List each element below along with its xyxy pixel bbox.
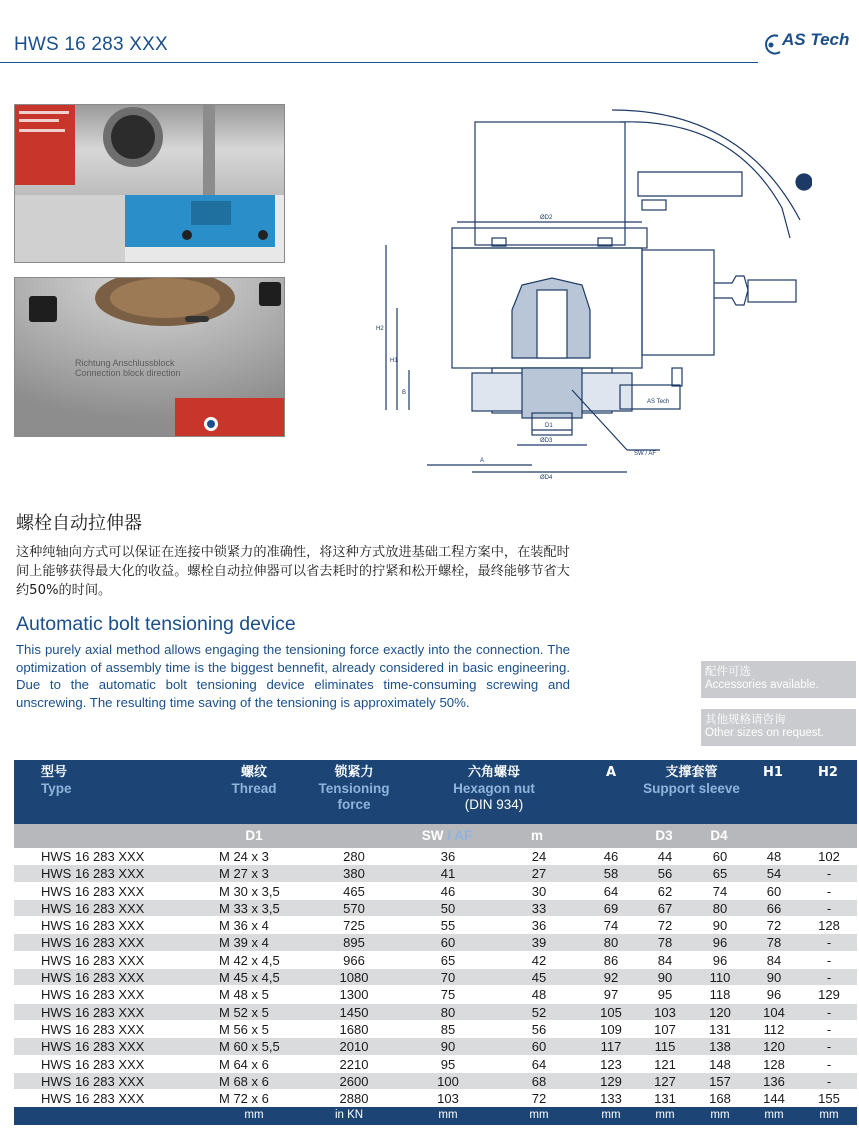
subhead-sw: SW bbox=[421, 828, 444, 843]
label-d4: ØD4 bbox=[540, 475, 553, 481]
table-units-row bbox=[14, 1107, 857, 1125]
table-cell: 157 bbox=[709, 1073, 731, 1089]
table-cell: 80 bbox=[712, 900, 728, 916]
unit-label: mm bbox=[655, 1109, 675, 1122]
table-cell: 129 bbox=[818, 987, 840, 1003]
table-cell: 115 bbox=[654, 1039, 676, 1055]
header-a bbox=[601, 765, 621, 781]
table-cell: - bbox=[826, 883, 832, 899]
header-thread-cn: 螺纹 bbox=[240, 765, 267, 780]
header-force bbox=[309, 765, 399, 813]
table-cell: HWS 16 283 XXX bbox=[41, 849, 145, 864]
label-b: B bbox=[402, 390, 407, 396]
table-cell: 60 bbox=[531, 1039, 547, 1055]
table-cell: 30 bbox=[531, 883, 547, 899]
table-cell: 1300 bbox=[339, 987, 369, 1003]
table-cell: 52 bbox=[531, 1004, 547, 1020]
table-cell: HWS 16 283 XXX bbox=[41, 866, 145, 882]
label-h2: H2 bbox=[376, 326, 384, 332]
table-cell: 56 bbox=[657, 866, 673, 882]
photo-caption-en: Connection block direction bbox=[75, 368, 181, 378]
table-cell: - bbox=[826, 1056, 832, 1072]
table-cell: 58 bbox=[603, 866, 619, 882]
table-cell: 144 bbox=[763, 1091, 785, 1107]
table-cell: M 45 x 4,5 bbox=[219, 970, 280, 986]
astech-logo bbox=[762, 30, 858, 58]
table-cell: M 48 x 5 bbox=[219, 987, 269, 1003]
table-cell: M 60 x 5,5 bbox=[219, 1039, 280, 1055]
subhead-af: / AF bbox=[443, 828, 473, 843]
unit-label: in KN bbox=[334, 1109, 364, 1122]
subhead-d4: D4 bbox=[710, 828, 728, 843]
table-row bbox=[14, 1056, 857, 1073]
table-cell: 102 bbox=[818, 849, 840, 864]
table-cell: M 30 x 3,5 bbox=[219, 883, 280, 899]
note-other-sizes bbox=[701, 709, 856, 746]
table-cell: 117 bbox=[600, 1039, 622, 1055]
table-cell: 95 bbox=[657, 987, 673, 1003]
table-cell: - bbox=[826, 1039, 832, 1055]
table-cell: 39 bbox=[531, 935, 547, 951]
header-nut bbox=[434, 765, 554, 813]
table-cell: 138 bbox=[709, 1039, 731, 1055]
table-cell: HWS 16 283 XXX bbox=[41, 935, 145, 951]
table-cell: 72 bbox=[766, 918, 782, 934]
table-cell: 131 bbox=[654, 1091, 676, 1107]
table-cell: 118 bbox=[709, 987, 731, 1003]
table-cell: 72 bbox=[657, 918, 673, 934]
table-cell: 62 bbox=[657, 883, 673, 899]
table-cell: 133 bbox=[600, 1091, 622, 1107]
subhead-m: m bbox=[530, 828, 543, 843]
table-cell: 41 bbox=[440, 866, 456, 882]
table-cell: 96 bbox=[766, 987, 782, 1003]
table-cell: 128 bbox=[763, 1056, 785, 1072]
table-row bbox=[14, 986, 857, 1003]
table-cell: 168 bbox=[709, 1091, 731, 1107]
table-cell: 44 bbox=[657, 849, 673, 864]
table-cell: 66 bbox=[766, 900, 782, 916]
table-cell: 120 bbox=[709, 1004, 731, 1020]
table-cell: 109 bbox=[600, 1021, 622, 1037]
table-cell: 97 bbox=[603, 987, 619, 1003]
table-row bbox=[14, 952, 857, 969]
table-cell: 120 bbox=[763, 1039, 785, 1055]
header-sleeve bbox=[634, 765, 749, 797]
header-force-cn: 锁紧力 bbox=[334, 765, 374, 780]
table-cell: 895 bbox=[343, 935, 365, 951]
table-cell: M 42 x 4,5 bbox=[219, 952, 280, 968]
table-row bbox=[14, 900, 857, 917]
table-cell: 90 bbox=[766, 970, 782, 986]
table-cell: 465 bbox=[343, 883, 365, 899]
table-cell: 74 bbox=[603, 918, 619, 934]
table-cell: 68 bbox=[531, 1073, 547, 1089]
table-cell: 42 bbox=[531, 952, 547, 968]
table-cell: 96 bbox=[712, 952, 728, 968]
table-cell: 65 bbox=[712, 866, 728, 882]
table-cell: 60 bbox=[440, 935, 456, 951]
header-sleeve-en: Support sleeve bbox=[643, 781, 740, 796]
table-cell: 45 bbox=[531, 970, 547, 986]
header-thread-en: Thread bbox=[231, 781, 277, 796]
table-cell: 48 bbox=[766, 849, 782, 864]
header-h2-label: H2 bbox=[818, 765, 838, 780]
label-d1: D1 bbox=[545, 423, 553, 429]
header-h1 bbox=[760, 765, 786, 781]
table-cell: 48 bbox=[531, 987, 547, 1003]
table-cell: 129 bbox=[600, 1073, 622, 1089]
table-cell: 100 bbox=[437, 1073, 459, 1089]
table-cell: 103 bbox=[654, 1004, 676, 1020]
unit-label: mm bbox=[764, 1109, 784, 1122]
table-cell: 90 bbox=[712, 918, 728, 934]
table-row bbox=[14, 1090, 857, 1107]
table-cell: HWS 16 283 XXX bbox=[41, 1004, 145, 1020]
header-nut-en: Hexagon nut bbox=[453, 781, 535, 796]
table-row bbox=[14, 848, 857, 865]
table-cell: 90 bbox=[657, 970, 673, 986]
table-cell: HWS 16 283 XXX bbox=[41, 900, 145, 916]
table-cell: M 68 x 6 bbox=[219, 1073, 269, 1089]
table-cell: 280 bbox=[343, 849, 365, 864]
table-cell: - bbox=[826, 1021, 832, 1037]
unit-label: mm bbox=[819, 1109, 839, 1122]
note-other-sizes-cn: 其他规格请咨询 bbox=[705, 712, 786, 726]
table-cell: 72 bbox=[531, 1091, 547, 1107]
header-nut-std: (DIN 934) bbox=[464, 797, 524, 812]
label-brand: AS Tech bbox=[647, 399, 670, 405]
header-thread bbox=[219, 765, 289, 797]
table-cell: 2880 bbox=[339, 1091, 369, 1107]
table-cell: 64 bbox=[531, 1056, 547, 1072]
table-cell: 60 bbox=[712, 849, 728, 864]
table-cell: 725 bbox=[343, 918, 365, 934]
table-cell: 86 bbox=[603, 952, 619, 968]
table-cell: - bbox=[826, 935, 832, 951]
table-cell: 136 bbox=[763, 1073, 785, 1089]
section-text-en: This purely axial method allows engaging the tensioning force exactly into the connection. The optimization of assembly time is the biggest bennefit, already considered in basic engineering. Due to the automatic bolt tensioning device eliminates time-consuming screwing and unscrewing. The resulting time saving of the tensioning is approximately 50%. bbox=[16, 642, 570, 710]
table-cell: 148 bbox=[709, 1056, 731, 1072]
note-other-sizes-en: Other sizes on request. bbox=[705, 727, 824, 739]
table-cell: 65 bbox=[440, 952, 456, 968]
header-type-en: Type bbox=[41, 781, 72, 796]
table-row bbox=[14, 934, 857, 951]
table-cell: HWS 16 283 XXX bbox=[41, 1056, 145, 1072]
table-row bbox=[14, 917, 857, 934]
table-cell: 56 bbox=[531, 1021, 547, 1037]
table-cell: 131 bbox=[709, 1021, 731, 1037]
document-title: HWS 16 283 XXX bbox=[14, 34, 168, 55]
table-cell: - bbox=[826, 900, 832, 916]
table-cell: M 56 x 5 bbox=[219, 1021, 269, 1037]
table-cell: 112 bbox=[763, 1021, 785, 1037]
header-h1-label: H1 bbox=[763, 765, 783, 780]
logo-swoosh-icon bbox=[762, 32, 784, 58]
table-cell: 110 bbox=[709, 970, 731, 986]
table-cell: M 64 x 6 bbox=[219, 1056, 269, 1072]
header-type bbox=[41, 765, 72, 797]
table-cell: 60 bbox=[766, 883, 782, 899]
label-d3: ØD3 bbox=[540, 438, 553, 444]
table-cell: 78 bbox=[657, 935, 673, 951]
header-force-en-2: force bbox=[337, 797, 371, 812]
table-subheader bbox=[14, 824, 857, 848]
photo-caption-de: Richtung Anschlussblock bbox=[75, 358, 175, 368]
table-cell: 1080 bbox=[339, 970, 369, 986]
table-cell: 36 bbox=[440, 849, 456, 864]
header-type-cn: 型号 bbox=[41, 765, 68, 780]
table-cell: 103 bbox=[437, 1091, 459, 1107]
table-row bbox=[14, 1021, 857, 1038]
table-cell: 104 bbox=[763, 1004, 785, 1020]
note-accessories-cn: 配件可选 bbox=[705, 664, 751, 678]
table-cell: 121 bbox=[654, 1056, 676, 1072]
subhead-sw-af bbox=[412, 828, 482, 843]
section-text-cn: 这种纯轴向方式可以保证在连接中锁紧力的准确性，将这种方式放进基础工程方案中，在装配时间上能够获得最大化的收益。螺栓自动拉伸器可以省去耗时的拧紧和松开螺栓，最终能够节省大约50%的时间。 bbox=[16, 545, 570, 598]
table-cell: 74 bbox=[712, 883, 728, 899]
table-cell: M 36 x 4 bbox=[219, 918, 269, 934]
product-photo-top bbox=[14, 104, 285, 263]
table-cell: M 72 x 6 bbox=[219, 1091, 269, 1107]
table-cell: 155 bbox=[818, 1091, 840, 1107]
table-cell: 2010 bbox=[339, 1039, 369, 1055]
table-row bbox=[14, 969, 857, 986]
table-cell: 84 bbox=[766, 952, 782, 968]
table-cell: 80 bbox=[440, 1004, 456, 1020]
table-cell: 50 bbox=[440, 900, 456, 916]
unit-label: mm bbox=[438, 1109, 458, 1122]
table-cell: - bbox=[826, 970, 832, 986]
table-cell: 105 bbox=[600, 1004, 622, 1020]
table-cell: 67 bbox=[657, 900, 673, 916]
table-cell: 570 bbox=[343, 900, 365, 916]
label-a: A bbox=[480, 458, 485, 464]
table-cell: 69 bbox=[603, 900, 619, 916]
table-cell: - bbox=[826, 1004, 832, 1020]
table-row bbox=[14, 1038, 857, 1055]
table-cell: 70 bbox=[440, 970, 456, 986]
table-row bbox=[14, 883, 857, 900]
table-cell: M 52 x 5 bbox=[219, 1004, 269, 1020]
table-cell: 380 bbox=[343, 866, 365, 882]
table-cell: 36 bbox=[531, 918, 547, 934]
technical-drawing bbox=[372, 100, 812, 485]
table-cell: HWS 16 283 XXX bbox=[41, 970, 145, 986]
table-cell: HWS 16 283 XXX bbox=[41, 918, 145, 934]
table-cell: - bbox=[826, 866, 832, 882]
table-cell: 107 bbox=[654, 1021, 676, 1037]
logo-text: AS Tech bbox=[782, 30, 850, 49]
header-a-label: A bbox=[605, 765, 617, 780]
subhead-d3: D3 bbox=[655, 828, 673, 843]
note-accessories-en: Accessories available. bbox=[705, 679, 819, 691]
table-cell: HWS 16 283 XXX bbox=[41, 952, 145, 968]
table-row bbox=[14, 865, 857, 882]
header-nut-cn: 六角螺母 bbox=[467, 765, 520, 780]
table-cell: HWS 16 283 XXX bbox=[41, 1021, 145, 1037]
label-d2: ØD2 bbox=[540, 215, 553, 221]
note-accessories bbox=[701, 661, 856, 698]
table-cell: HWS 16 283 XXX bbox=[41, 1091, 145, 1107]
product-photo-bottom bbox=[14, 277, 285, 437]
table-cell: 1680 bbox=[339, 1021, 369, 1037]
subhead-d1: D1 bbox=[245, 828, 263, 843]
table-cell: 84 bbox=[657, 952, 673, 968]
table-row bbox=[14, 1004, 857, 1021]
table-cell: M 24 x 3 bbox=[219, 849, 269, 864]
section-title-en: Automatic bolt tensioning device bbox=[16, 613, 296, 635]
table-cell: 90 bbox=[440, 1039, 456, 1055]
table-cell: 24 bbox=[531, 849, 547, 864]
header-rule bbox=[0, 62, 758, 63]
unit-label: mm bbox=[244, 1109, 264, 1122]
table-cell: M 33 x 3,5 bbox=[219, 900, 280, 916]
table-cell: 1450 bbox=[339, 1004, 369, 1020]
table-cell: 54 bbox=[766, 866, 782, 882]
unit-label: mm bbox=[710, 1109, 730, 1122]
table-cell: 46 bbox=[603, 849, 619, 864]
label-h1: H1 bbox=[390, 358, 398, 364]
table-cell: 92 bbox=[603, 970, 619, 986]
table-cell: 128 bbox=[818, 918, 840, 934]
header-h2 bbox=[815, 765, 841, 781]
table-cell: - bbox=[826, 952, 832, 968]
table-cell: 2210 bbox=[339, 1056, 369, 1072]
unit-label: mm bbox=[529, 1109, 549, 1122]
table-cell: 46 bbox=[440, 883, 456, 899]
table-cell: 2600 bbox=[339, 1073, 369, 1089]
table-cell: 96 bbox=[712, 935, 728, 951]
table-cell: HWS 16 283 XXX bbox=[41, 1073, 145, 1089]
table-cell: 966 bbox=[343, 952, 365, 968]
table-cell: - bbox=[826, 1073, 832, 1089]
table-row bbox=[14, 1073, 857, 1090]
table-cell: 27 bbox=[531, 866, 547, 882]
header-force-en: Tensioning bbox=[318, 781, 390, 796]
table-cell: 85 bbox=[440, 1021, 456, 1037]
table-cell: 33 bbox=[531, 900, 547, 916]
table-cell: 127 bbox=[654, 1073, 676, 1089]
unit-label: mm bbox=[601, 1109, 621, 1122]
table-cell: 80 bbox=[603, 935, 619, 951]
table-cell: 78 bbox=[766, 935, 782, 951]
section-title-cn: 螺栓自动拉伸器 bbox=[16, 513, 142, 533]
label-sw: SW / AF bbox=[634, 451, 657, 457]
table-cell: 75 bbox=[440, 987, 456, 1003]
table-header bbox=[14, 760, 857, 824]
table-cell: M 27 x 3 bbox=[219, 866, 269, 882]
table-cell: HWS 16 283 XXX bbox=[41, 1039, 145, 1055]
table-cell: 123 bbox=[600, 1056, 622, 1072]
table-cell: M 39 x 4 bbox=[219, 935, 269, 951]
table-cell: 64 bbox=[603, 883, 619, 899]
header-sleeve-cn: 支撑套管 bbox=[665, 765, 718, 780]
spec-table bbox=[14, 760, 857, 1125]
table-cell: 55 bbox=[440, 918, 456, 934]
table-cell: 95 bbox=[440, 1056, 456, 1072]
table-cell: HWS 16 283 XXX bbox=[41, 987, 145, 1003]
table-body bbox=[14, 848, 857, 1107]
table-cell: HWS 16 283 XXX bbox=[41, 883, 145, 899]
